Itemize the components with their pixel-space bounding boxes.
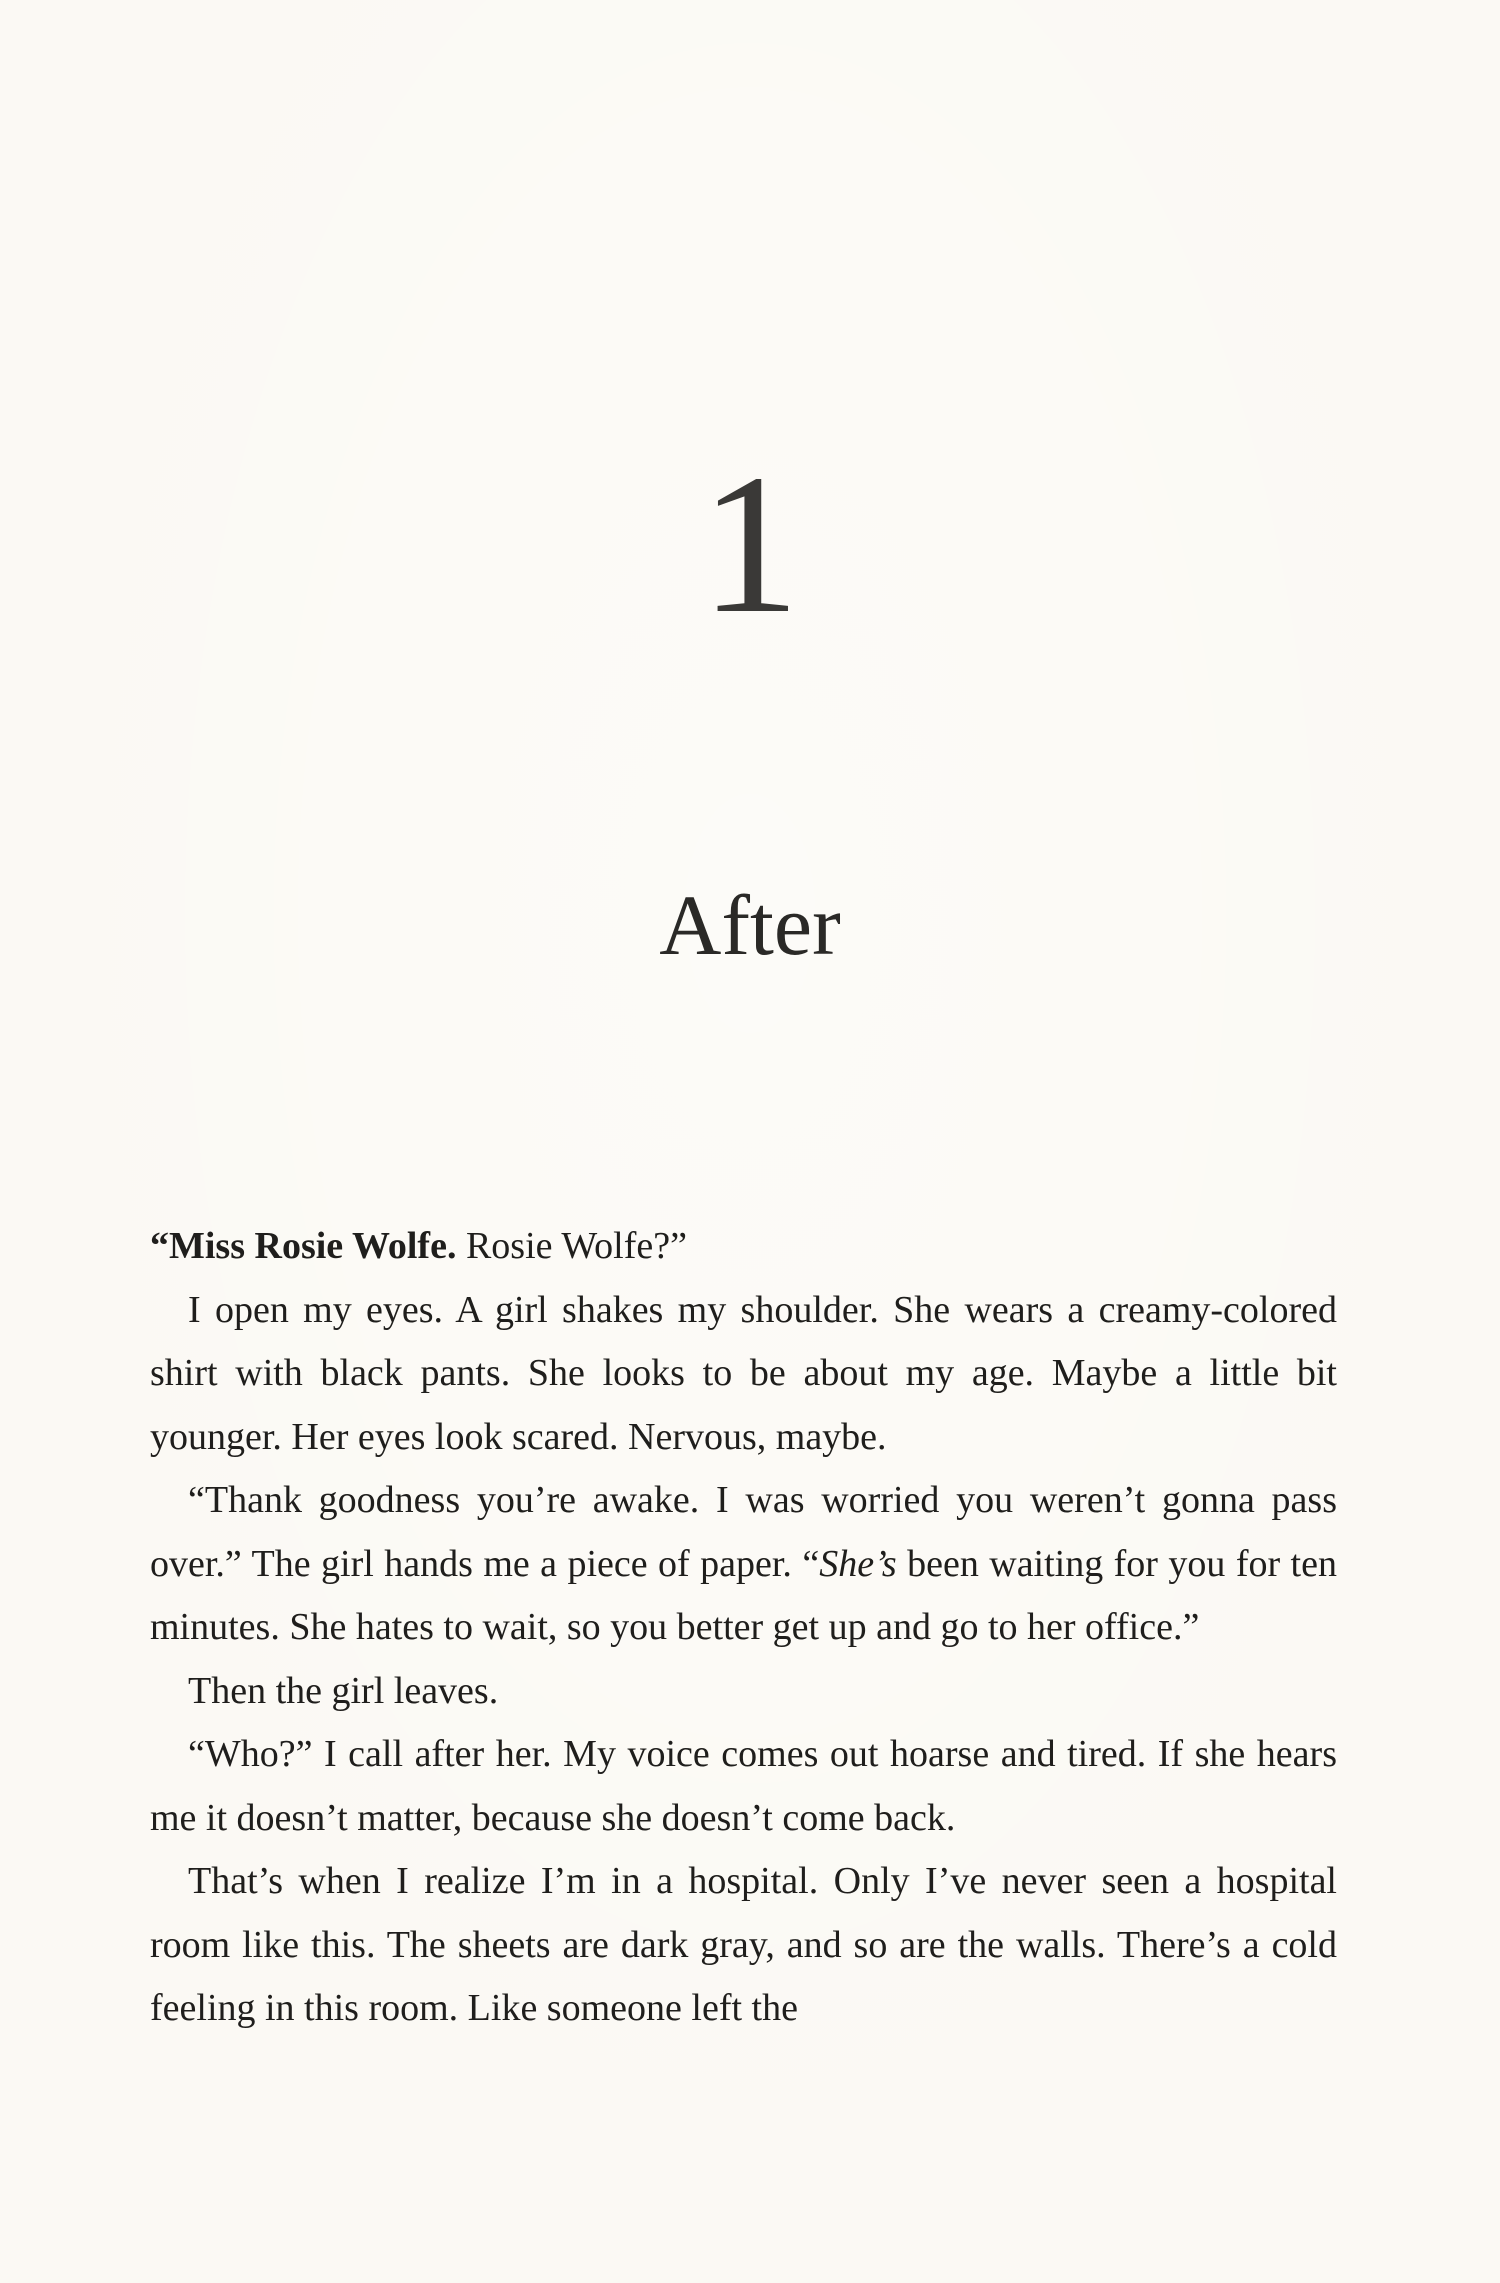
paragraph-1-text: Rosie Wolfe?” <box>456 1225 687 1267</box>
speaker-callout: “Miss Rosie Wolfe. <box>150 1225 457 1267</box>
chapter-title: After <box>659 877 841 973</box>
paragraph-3 <box>150 1469 1337 1660</box>
paragraph-2: I open my eyes. A girl shakes my shoulder. She wears a creamy-colored shirt with black pants. She looks to be about my age. Maybe a little bit younger. Her eyes look scared. Nervous, maybe. <box>150 1288 1337 1458</box>
paragraph-4: Then the girl leaves. <box>188 1669 499 1712</box>
chapter-body <box>150 1215 1337 2041</box>
paragraph-3-before: “Thank goodness you’re awake. I was worried you weren’t gonna pass over.” The girl hands me a piece of paper. “ <box>150 1479 1337 1585</box>
chapter-number: 1 <box>700 434 800 655</box>
paragraph-6: That’s when I realize I’m in a hospital. Only I’ve never seen a hospital room like this. The sheets are dark gray, and so are the walls. There’s a cold feeling in this room. Like someone left the <box>150 1860 1337 2029</box>
emphasis-text: She’s <box>819 1542 897 1585</box>
paragraph-5: “Who?” I call after her. My voice comes out hoarse and tired. If she hears me it doesn’t matter, because she doesn’t come back. <box>150 1733 1337 1839</box>
paragraph-1 <box>150 1215 1337 1279</box>
paragraph-3-after: been waiting for you for ten minutes. She hates to wait, so you better get up and go to her office.” <box>150 1542 1337 1648</box>
